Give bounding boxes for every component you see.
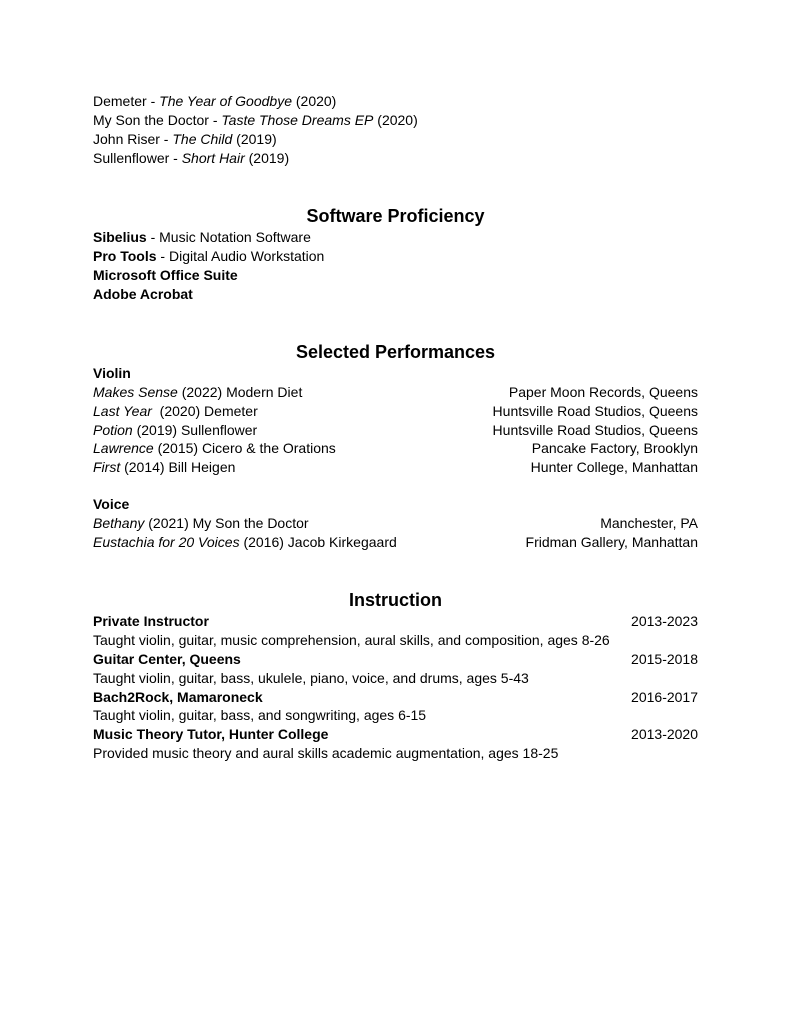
software-item: Adobe Acrobat	[93, 286, 193, 302]
job-description: Taught violin, guitar, bass, and songwriting, ages 6-15	[93, 707, 427, 724]
software-heading: Software Proficiency	[306, 206, 485, 226]
performance-row: Bethany (2021) My Son the Doctor Manchester, PA	[93, 515, 698, 532]
violin-subheading: Violin	[93, 365, 131, 381]
performance-row: Makes Sense (2022) Modern Diet Paper Moon Records, Queens	[93, 384, 698, 400]
job-header: Music Theory Tutor, Hunter College 2013-2020	[93, 726, 698, 743]
job-header: Bach2Rock, Mamaroneck 2016-2017	[93, 688, 698, 705]
job-header: Guitar Center, Queens 2015-2018	[93, 650, 698, 667]
discography-item: My Son the Doctor - Taste Those Dreams EP (2020)	[93, 112, 418, 128]
software-item: Sibelius - Music Notation Software	[93, 229, 311, 245]
instruction-heading: Instruction	[349, 590, 442, 611]
job-header: Private Instructor 2013-2023	[93, 613, 698, 630]
job-description: Taught violin, guitar, music comprehension, aural skills, and composition, ages 8-26	[93, 631, 610, 648]
discography-item: John Riser - The Child (2019)	[93, 131, 277, 147]
performances-heading: Selected Performances	[295, 342, 496, 362]
voice-subheading: Voice	[93, 496, 130, 513]
discography-list	[93, 92, 698, 168]
software-item: Microsoft Office Suite	[93, 267, 238, 283]
discography-item: Sullenflower - Short Hair (2019)	[93, 150, 290, 166]
voice-list	[93, 514, 698, 552]
performance-row: First (2014) Bill Heigen Hunter College, Manhattan	[93, 459, 698, 476]
software-list	[93, 228, 698, 304]
software-item: Pro Tools - Digital Audio Workstation	[93, 248, 325, 264]
performance-row: Last Year (2020) Demeter Huntsville Road Studios, Queens	[93, 402, 698, 419]
instruction-list	[93, 612, 698, 763]
job-description: Provided music theory and aural skills academic augmentation, ages 18-25	[93, 745, 559, 762]
violin-list	[93, 383, 698, 477]
performance-row: Potion (2019) Sullenflower Huntsville Road Studios, Queens	[93, 421, 698, 438]
performance-row: Eustachia for 20 Voices (2016) Jacob Kirkegaard Fridman Gallery, Manhattan	[93, 534, 698, 551]
job-description: Taught violin, guitar, bass, ukulele, piano, voice, and drums, ages 5-43	[93, 669, 529, 686]
performance-row: Lawrence (2015) Cicero & the Orations Pancake Factory, Brooklyn	[93, 440, 698, 457]
resume-page	[93, 92, 698, 763]
discography-item: Demeter - The Year of Goodbye (2020)	[93, 93, 337, 109]
